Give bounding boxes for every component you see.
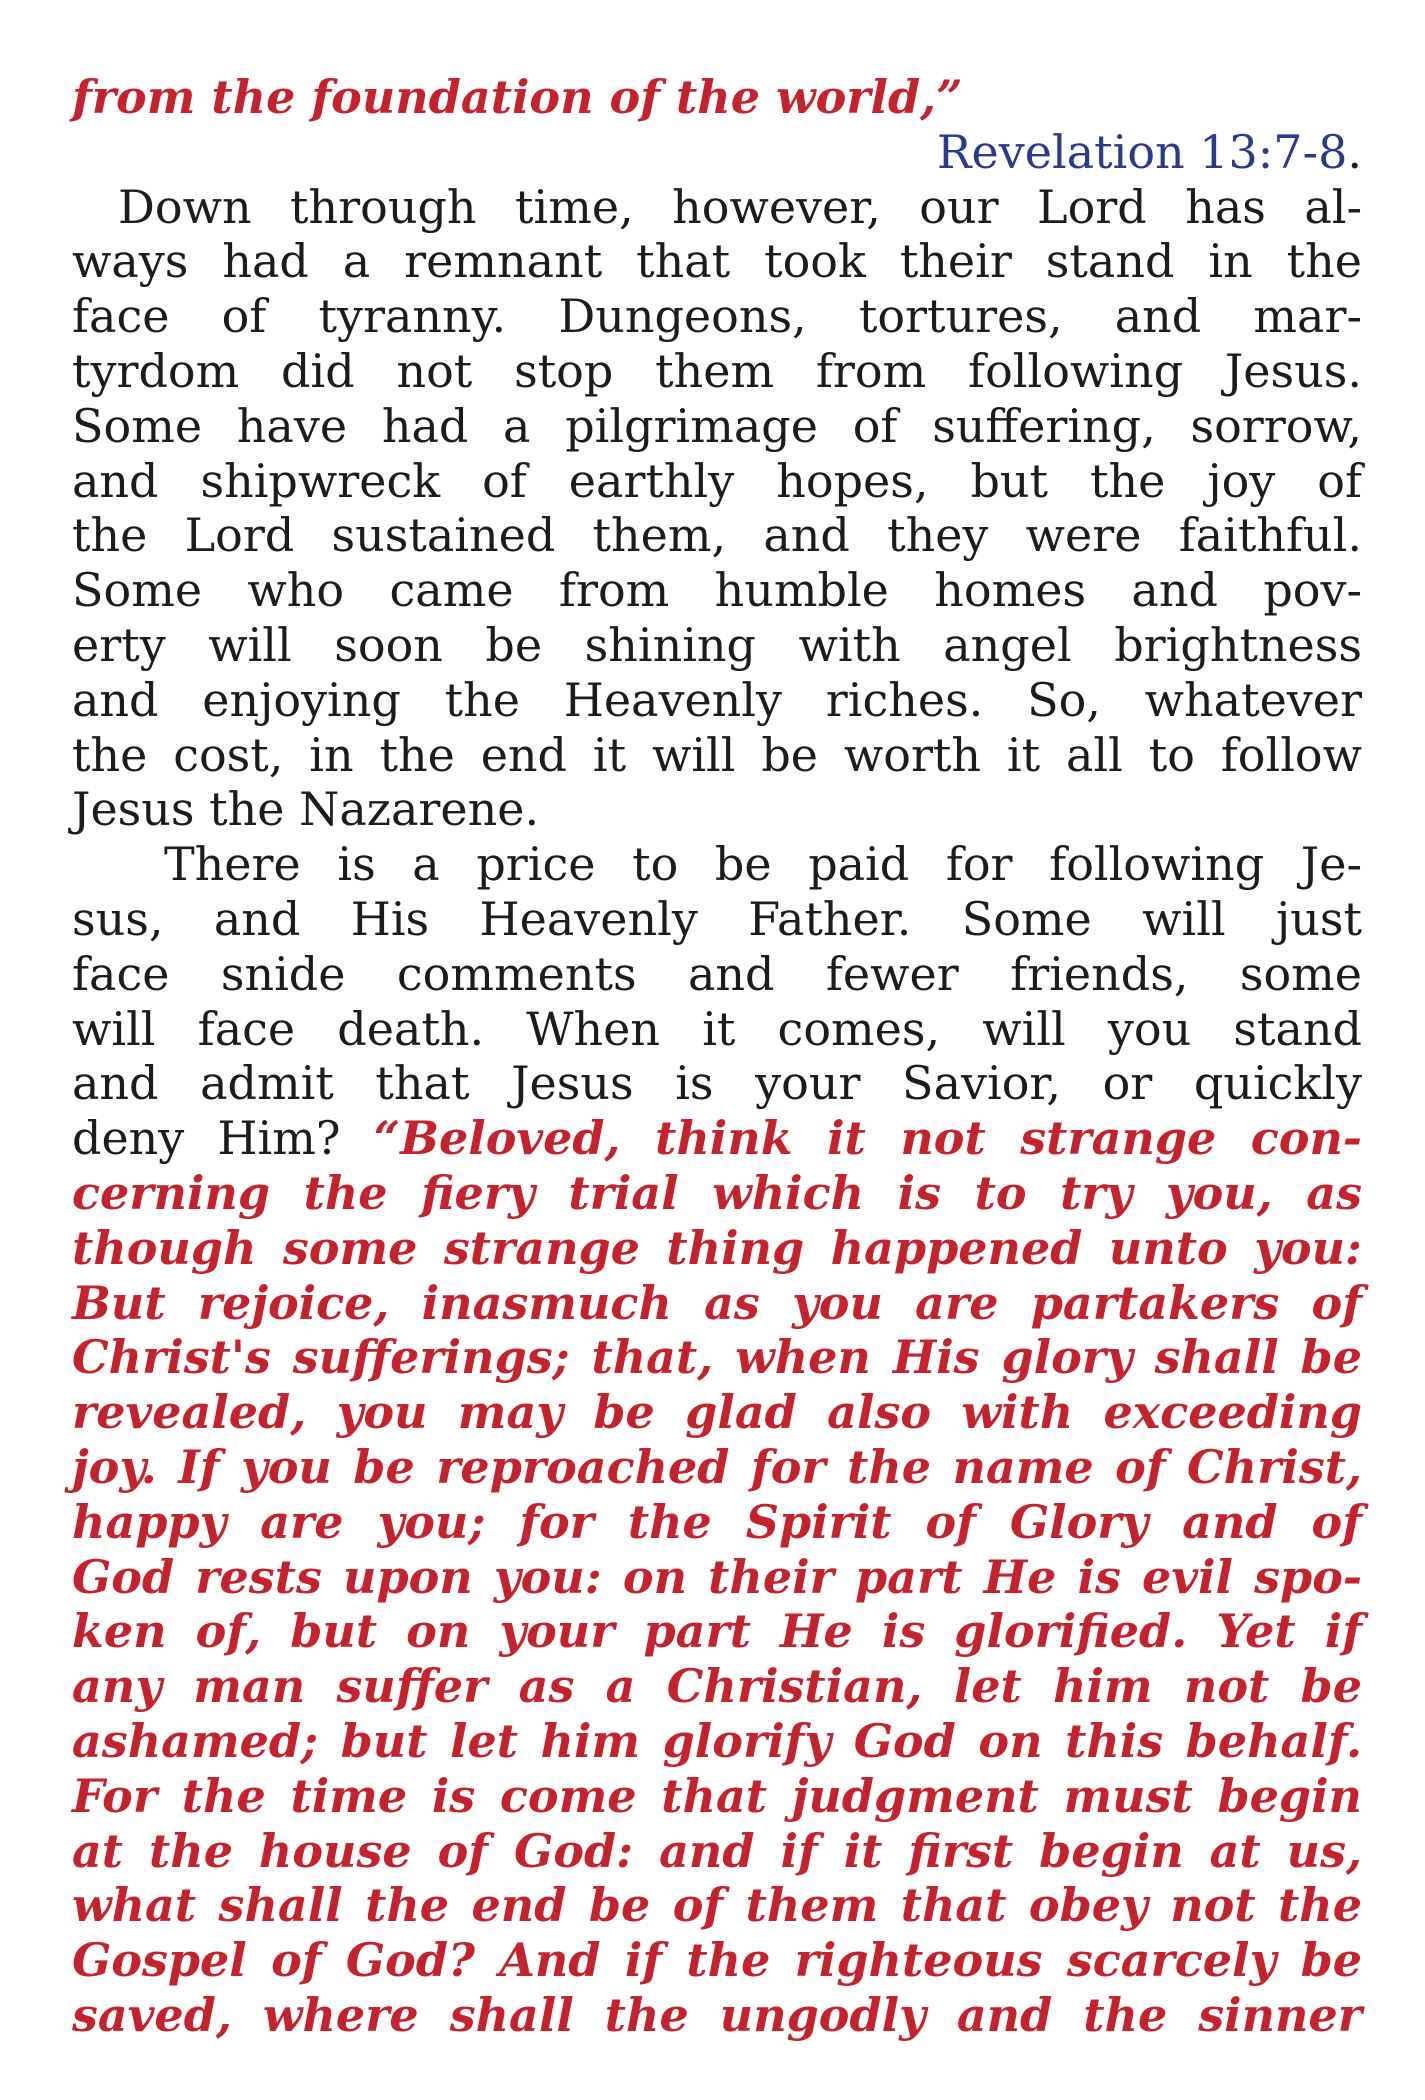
body-text-fragment: deny Him? [72,1111,374,1166]
body-line: will face death. When it comes, will you stand [72,1001,1362,1056]
scripture-line: though some strange thing happened unto you: [72,1220,1362,1275]
document-page [72,70,1362,2043]
body-line: Down through time, however, our Lord has al- [118,179,1362,234]
scripture-line: any man suffer as a Christian, let him not be [72,1659,1362,1714]
paragraph-1 [72,180,1362,838]
scripture-line: cerning the fiery trial which is to try you, as [72,1165,1362,1220]
body-line: ways had a remnant that took their stand in the [72,234,1362,289]
body-line: sus, and His Heavenly Father. Some will just [72,891,1362,946]
scripture-text-fragment: “Beloved, think it not strange con- [373,1111,1362,1166]
body-line: face snide comments and fewer friends, some [72,946,1362,1001]
scripture-line: For the time is come that judgment must begin [72,1768,1362,1823]
scripture-line: But rejoice, inasmuch as you are partakers of [72,1275,1362,1330]
body-line: and enjoying the Heavenly riches. So, whatever [72,672,1362,727]
scripture-line: happy are you; for the Spirit of Glory and of [72,1494,1362,1549]
body-line: Some have had a pilgrimage of suffering, sorrow, [72,398,1362,453]
reference-period: . [1347,124,1362,179]
mixed-line [72,1111,1362,1166]
body-line: face of tyranny. Dungeons, tortures, and mar- [72,289,1362,344]
body-line: Jesus the Nazarene. [72,782,540,837]
scripture-line: saved, where shall the ungodly and the sinner [72,1987,1362,2042]
body-line: the Lord sustained them, and they were faithful. [72,508,1362,563]
scripture-line: at the house of God: and if it first begin at us, [72,1823,1362,1878]
body-line: tyrdom did not stop them from following Jesus. [72,343,1362,398]
body-line: There is a price to be paid for following Je- [164,837,1362,892]
scripture-line: ashamed; but let him glorify God on this behalf. [72,1713,1362,1768]
scripture-line: God rests upon you: on their part He is evil spo- [72,1549,1362,1604]
scripture-quote-line: from the foundation of the world,” [72,70,963,124]
body-line: Some who came from humble homes and pov- [72,563,1362,618]
scripture-line: what shall the end be of them that obey not the [72,1878,1362,1933]
scripture-line: revealed, you may be glad also with exceeding [72,1385,1362,1440]
body-line: and shipwreck of earthly hopes, but the joy of [72,453,1362,508]
scripture-line: ken of, but on your part He is glorified. Yet if [72,1604,1362,1659]
paragraph-2 [72,837,1362,2043]
scripture-reference-line [72,125,1362,180]
scripture-line: Gospel of God? And if the righteous scarcely be [72,1933,1362,1988]
scripture-line: Christ's sufferings; that, when His glory shall be [72,1330,1362,1385]
body-line: erty will soon be shining with angel brightness [72,617,1362,672]
body-line: and admit that Jesus is your Savior, or quickly [72,1056,1362,1111]
scripture-reference: Revelation 13:7-8 [936,124,1348,179]
scripture-line: joy. If you be reproached for the name of Christ, [72,1439,1362,1494]
body-line: the cost, in the end it will be worth it all to follow [72,727,1362,782]
